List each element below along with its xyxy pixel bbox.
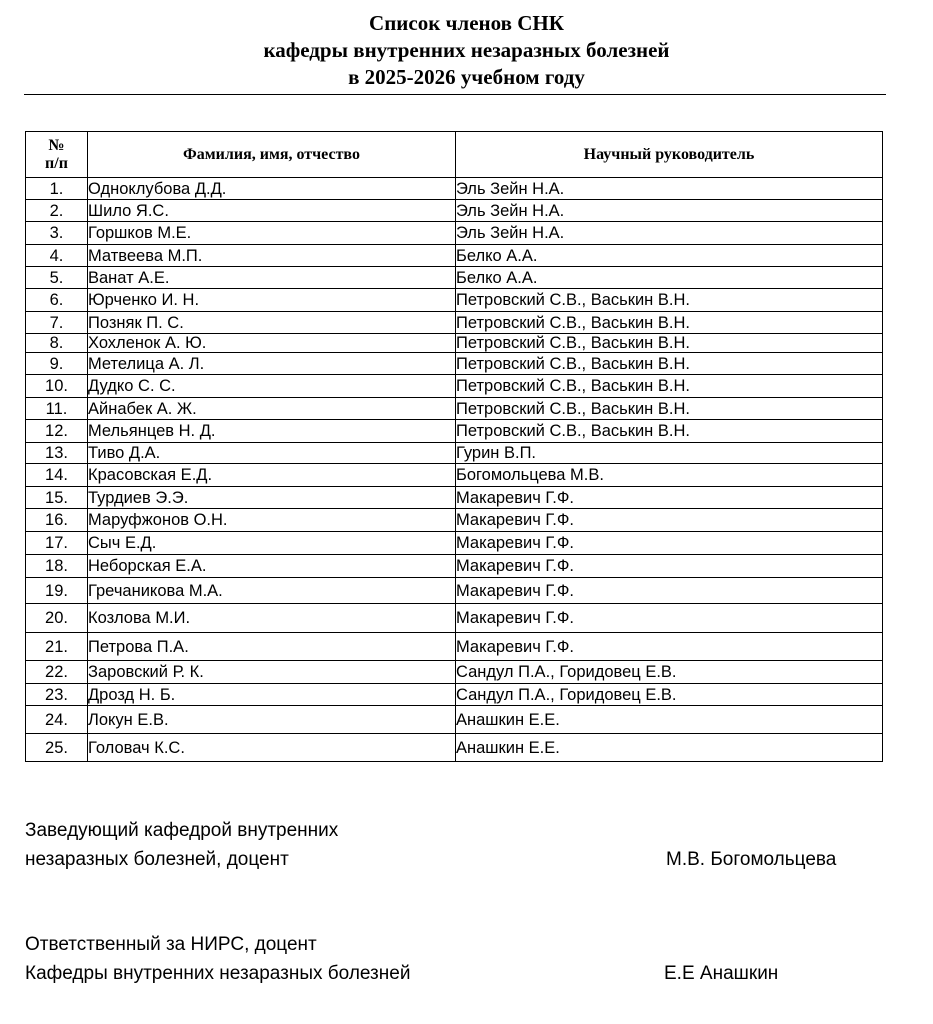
- row-number: 5.: [26, 267, 88, 289]
- row-number: 19.: [26, 578, 88, 604]
- table-row: [26, 222, 883, 245]
- supervisor-name: Петровский С.В., Васькин В.Н.: [456, 398, 883, 420]
- responsible-signature-block: [25, 930, 410, 988]
- title-line-2: кафедры внутренних незаразных болезней: [263, 38, 670, 62]
- member-name: Хохленок А. Ю.: [88, 334, 456, 353]
- supervisor-name: Петровский С.В., Васькин В.Н.: [456, 420, 883, 443]
- row-number: 15.: [26, 487, 88, 509]
- supervisor-name: Сандул П.А., Горидовец Е.В.: [456, 684, 883, 706]
- table-row: [26, 661, 883, 684]
- supervisor-name: Петровский С.В., Васькин В.Н.: [456, 312, 883, 334]
- row-number: 22.: [26, 661, 88, 684]
- member-name: Айнабек А. Ж.: [88, 398, 456, 420]
- table-row: [26, 200, 883, 222]
- head-signatory-name: М.В. Богомольцева: [666, 849, 837, 870]
- header-full-name: Фамилия, имя, отчество: [88, 132, 456, 178]
- table-row: [26, 178, 883, 200]
- row-number: 4.: [26, 245, 88, 267]
- supervisor-name: Эль Зейн Н.А.: [456, 200, 883, 222]
- table-row: [26, 334, 883, 353]
- row-number: 16.: [26, 509, 88, 532]
- table-row: [26, 375, 883, 398]
- member-name: Козлова М.И.: [88, 604, 456, 633]
- member-name: Тиво Д.А.: [88, 443, 456, 464]
- row-number: 18.: [26, 555, 88, 578]
- title-line-3: в 2025-2026 учебном году: [348, 65, 585, 89]
- table-row: [26, 420, 883, 443]
- row-number: 12.: [26, 420, 88, 443]
- table-row: [26, 267, 883, 289]
- supervisor-name: Гурин В.П.: [456, 443, 883, 464]
- table-row: [26, 245, 883, 267]
- member-name: Позняк П. С.: [88, 312, 456, 334]
- supervisor-name: Эль Зейн Н.А.: [456, 222, 883, 245]
- member-name: Сыч Е.Д.: [88, 532, 456, 555]
- supervisor-name: Анашкин Е.Е.: [456, 706, 883, 734]
- table-header-row: [26, 132, 883, 178]
- title-line-1: Список членов СНК: [369, 11, 564, 35]
- supervisor-name: Белко А.А.: [456, 245, 883, 267]
- row-number: 9.: [26, 353, 88, 375]
- supervisor-name: Макаревич Г.Ф.: [456, 604, 883, 633]
- row-number: 1.: [26, 178, 88, 200]
- table-row: [26, 734, 883, 762]
- table-body: [26, 178, 883, 762]
- member-name: Дудко С. С.: [88, 375, 456, 398]
- title-underline: [24, 94, 886, 95]
- head-signature-block: [25, 816, 338, 874]
- member-name: Юрченко И. Н.: [88, 289, 456, 312]
- member-name: Локун Е.В.: [88, 706, 456, 734]
- table-row: [26, 706, 883, 734]
- row-number: 20.: [26, 604, 88, 633]
- member-name: Турдиев Э.Э.: [88, 487, 456, 509]
- supervisor-name: Эль Зейн Н.А.: [456, 178, 883, 200]
- responsible-title-line-2: Кафедры внутренних незаразных болезней: [25, 963, 411, 984]
- row-number: 7.: [26, 312, 88, 334]
- member-name: Маруфжонов О.Н.: [88, 509, 456, 532]
- member-name: Шило Я.С.: [88, 200, 456, 222]
- table-row: [26, 555, 883, 578]
- table-row: [26, 487, 883, 509]
- table-row: [26, 312, 883, 334]
- table-row: [26, 578, 883, 604]
- header-supervisor: Научный руководитель: [456, 132, 883, 178]
- head-title-line-2: незаразных болезней, доцент: [25, 849, 289, 870]
- row-number: 23.: [26, 684, 88, 706]
- member-name: Головач К.С.: [88, 734, 456, 762]
- table-row: [26, 633, 883, 661]
- member-name: Дрозд Н. Б.: [88, 684, 456, 706]
- row-number: 25.: [26, 734, 88, 762]
- member-name: Неборская Е.А.: [88, 555, 456, 578]
- supervisor-name: Петровский С.В., Васькин В.Н.: [456, 334, 883, 353]
- supervisor-name: Сандул П.А., Горидовец Е.В.: [456, 661, 883, 684]
- row-number: 24.: [26, 706, 88, 734]
- table-row: [26, 684, 883, 706]
- member-name: Гречаникова М.А.: [88, 578, 456, 604]
- row-number: 17.: [26, 532, 88, 555]
- member-name: Ванат А.Е.: [88, 267, 456, 289]
- members-table: [25, 131, 883, 762]
- head-title-line-1: Заведующий кафедрой внутренних: [25, 820, 339, 841]
- supervisor-name: Макаревич Г.Ф.: [456, 509, 883, 532]
- row-number: 13.: [26, 443, 88, 464]
- table-row: [26, 353, 883, 375]
- header-number: № п/п: [26, 132, 88, 178]
- supervisor-name: Богомольцева М.В.: [456, 464, 883, 487]
- row-number: 11.: [26, 398, 88, 420]
- document-title: [0, 10, 933, 91]
- row-number: 21.: [26, 633, 88, 661]
- table-row: [26, 443, 883, 464]
- row-number: 3.: [26, 222, 88, 245]
- supervisor-name: Петровский С.В., Васькин В.Н.: [456, 353, 883, 375]
- responsible-signatory-name: Е.Е Анашкин: [664, 963, 779, 984]
- member-name: Заровский Р. К.: [88, 661, 456, 684]
- table-row: [26, 532, 883, 555]
- supervisor-name: Макаревич Г.Ф.: [456, 487, 883, 509]
- table-row: [26, 289, 883, 312]
- supervisor-name: Макаревич Г.Ф.: [456, 532, 883, 555]
- table-row: [26, 464, 883, 487]
- member-name: Красовская Е.Д.: [88, 464, 456, 487]
- member-name: Матвеева М.П.: [88, 245, 456, 267]
- member-name: Горшков М.Е.: [88, 222, 456, 245]
- supervisor-name: Петровский С.В., Васькин В.Н.: [456, 289, 883, 312]
- supervisor-name: Макаревич Г.Ф.: [456, 555, 883, 578]
- member-name: Метелица А. Л.: [88, 353, 456, 375]
- row-number: 2.: [26, 200, 88, 222]
- supervisor-name: Макаревич Г.Ф.: [456, 633, 883, 661]
- row-number: 6.: [26, 289, 88, 312]
- row-number: 8.: [26, 334, 88, 353]
- row-number: 10.: [26, 375, 88, 398]
- table-row: [26, 604, 883, 633]
- supervisor-name: Анашкин Е.Е.: [456, 734, 883, 762]
- table-row: [26, 398, 883, 420]
- supervisor-name: Белко А.А.: [456, 267, 883, 289]
- supervisor-name: Макаревич Г.Ф.: [456, 578, 883, 604]
- responsible-title-line-1: Ответственный за НИРС, доцент: [25, 934, 317, 955]
- member-name: Петрова П.А.: [88, 633, 456, 661]
- supervisor-name: Петровский С.В., Васькин В.Н.: [456, 375, 883, 398]
- member-name: Мельянцев Н. Д.: [88, 420, 456, 443]
- row-number: 14.: [26, 464, 88, 487]
- member-name: Одноклубова Д.Д.: [88, 178, 456, 200]
- table-row: [26, 509, 883, 532]
